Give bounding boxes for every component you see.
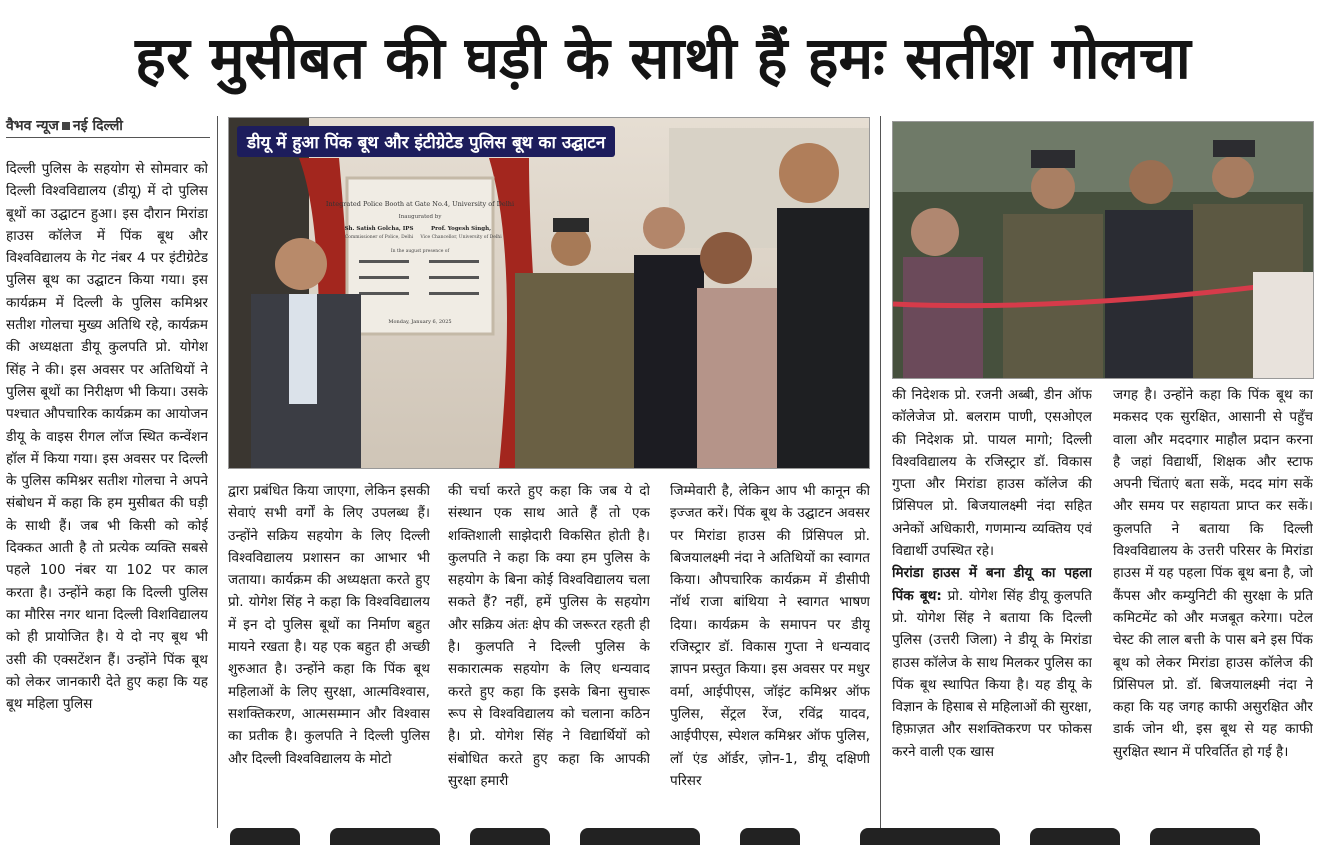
column-5-subhead: मिरांडा हाउस में बना डीयू का पहला पिंक बूथ: <box>892 565 1092 604</box>
article-column-4 <box>670 480 870 826</box>
byline <box>6 116 123 135</box>
article-column-3 <box>448 480 650 826</box>
plaque-presence: In the august presence of <box>390 249 450 254</box>
photo-ribbon-cutting <box>892 121 1314 379</box>
plaque-date: Monday, January 6, 2025 <box>388 319 452 325</box>
column-6-text: जगह है। उन्होंने कहा कि पिंक बूथ का मकसद एक सुरक्षित, आसानी से पहुँच वाला और मददगार माहौल प्रदान करना है जहां विद्यार्थी, शिक्षक और स्टाफ अपनी चिंताएं बता सकें, मदद मांग सकें और समय पर सहायता प्राप्त कर सकें। कुलपति ने बताया कि दिल्ली विश्वविद्यालय के उत्तरी परिसर के मिरांडा हाउस में यह पहला पिंक बूथ बना है, जो कैंपस और कम्युनिटी की सुरक्षा के प्रति कमिटमेंट को और मजबूत करेगा। पटेल चेस्ट की लाल बत्ती के पास बने इस पिंक बूथ को लेकर मिरांडा हाउस कॉलेज की प्रिंसिपल प्रो. डॉ. बिजयालक्ष्मी नंदा ने कहा कि यह जगह काफी असुरक्षित और डार्क जोन थी, इस बूथ से यह काफी सुरक्षित स्थान में परिवर्तित हो गई है। <box>1113 387 1313 760</box>
byline-city: नई दिल्ली <box>72 118 123 134</box>
byline-divider <box>6 137 210 138</box>
column-3-text: की चर्चा करते हुए कहा कि जब ये दो संस्थान एक साथ आते हैं तो एक शक्तिशाली साझेदारी विकसित होती है। कुलपति ने कहा कि क्या हम पुलिस के सहयोग के बिना कोई विश्वविद्यालय चला सकते हैं? नहीं, हमें पुलिस के सहयोग और सक्रिय अंतः क्षेप की जरूरत रहती ही है। कुलपति ने दिल्ली पुलिस के सकारात्मक सहयोग के लिए धन्यवाद करते हुए कहा कि इसके बिना सुचारू रूप से विश्वविद्यालय को चलाना कठिन है। प्रो. योगेश सिंह ने विद्यार्थियों को संबोधित करते हुए कहा कि आपकी सुरक्षा हमारी <box>448 483 650 789</box>
column-4-text: जिम्मेवारी है, लेकिन आप भी कानून की इज्जत करें। पिंक बूथ के उद्घाटन अवसर पर मिरांडा हाउस की प्रिंसिपल प्रो. बिजयालक्ष्मी नंदा ने अतिथियों का स्वागत किया। औपचारिक कार्यक्रम में डीसीपी नॉर्थ राजा बांथिया ने स्वागत भाषण दिया। कार्यक्रम के समापन पर डीयू रजिस्ट्रार डॉ. विकास गुप्ता ने धन्यवाद ज्ञापन प्रस्तुत किया। इस अवसर पर मधुर वर्मा, आईपीएस, जॉइंट कमिश्नर ऑफ पुलिस, सेंट्रल रेंज, रविंद्र यादव, आईपीएस, स्पेशल कमिश्नर ऑफ पुलिस, लॉ एंड ऑर्डर, ज़ोन-1, डीयू दक्षिणी परिसर <box>670 483 870 789</box>
article-column-5 <box>892 384 1092 826</box>
next-headline-fragment <box>0 828 1326 845</box>
plaque-title: Integrated Police Booth at Gate No.4, University of Delhi <box>325 200 515 208</box>
plaque-left-sub: Commissioner of Police, Delhi <box>344 235 414 240</box>
column-5-intro: की निदेशक प्रो. रजनी अब्बी, डीन ऑफ कॉलेजेज प्रो. बलराम पाणी, एसओएल की निदेशक प्रो. पायल मागो; दिल्ली विश्वविद्यालय के रजिस्ट्रार डॉ. विकास गुप्ता और मिरांडा हाउस कॉलेज की प्रिंसिपल प्रो. बिजयालक्ष्मी नंदा सहित अनेकों अधिकारी, गणमान्य व्यक्तिय एवं विद्यार्थी उपस्थित रहे। <box>892 387 1092 560</box>
column-2-text: द्वारा प्रबंधित किया जाएगा, लेकिन इसकी सेवाएं सभी वर्गों के लिए उपलब्ध हैं। उन्होंने सक्रिय सहयोग के लिए दिल्ली विश्वविद्यालय प्रशासन का आभार भी जताया। कार्यक्रम की अध्यक्षता करते हुए प्रो. योगेश सिंह ने कहा कि विश्वविद्यालय में इन दो पुलिस बूथों का निर्माण बहुत मायने रखता है। यह एक बहुत ही अच्छी शुरुआत है। उन्होंने कहा कि पिंक बूथ महिलाओं के लिए सुरक्षा, आत्मविश्वास, सशक्तिकरण, आत्मसम्मान और विश्वास का प्रतीक है। कुलपति ने दिल्ली पुलिस और दिल्ली विश्वविद्यालय के मोटो <box>228 483 430 767</box>
article-column-1 <box>6 158 208 826</box>
plaque-right-name: Prof. Yogesh Singh, <box>431 226 491 232</box>
photo-inauguration-image <box>229 118 869 468</box>
photo-inauguration <box>228 117 870 469</box>
plaque-inaugurated: Inaugurated by <box>398 214 442 220</box>
plaque-right-sub: Vice Chancellor, University of Delhi <box>420 235 502 240</box>
byline-source: वैभव न्यूज <box>6 118 59 134</box>
headline: हर मुसीबत की घड़ी के साथी हैं हमः सतीश गोलचा <box>135 24 1191 92</box>
photo-ribbon-cutting-image <box>893 122 1313 378</box>
article-column-6 <box>1113 384 1313 826</box>
square-bullet-icon <box>62 122 70 130</box>
column-divider <box>880 116 881 828</box>
column-1-text: दिल्ली पुलिस के सहयोग से सोमवार को दिल्ली विश्वविद्यालय (डीयू) में दो पुलिस बूथों का उद्घाटन हुआ। इस दौरान मिरांडा हाउस कॉलेज में पिंक बूथ और विश्वविद्यालय के गेट नंबर 4 पर इंटीग्रेटेड पुलिस बूथ का उद्घाटन किया गया। इस कार्यक्रम में दिल्ली के पुलिस कमिश्नर सतीश गोलचा मुख्य अतिथि रहे, कार्यक्रम की अध्यक्षता डीयू कुलपति प्रो. योगेश सिंह ने की। इस अवसर पर अतिथियों ने पुलिस बूथों का निरीक्षण भी किया। उसके पश्चात औपचारिक कार्यक्रम का आयोजन डीयू के वाइस रीगल लॉज स्थित कन्वेंशन हॉल में किया गया। इस अवसर पर दिल्ली के पुलिस कमिश्नर सतीश गोलचा ने अपने संबोधन में कहा कि हम मुसीबत की घड़ी के साथी हैं। जब भी किसी को कोई दिक्कत आती है तो प्रत्येक व्यक्ति सबसे पहले 100 नंबर या 102 पर काल करता है। उन्होंने कहा कि दिल्ली पुलिस का मौरिस नगर थाना दिल्ली विशविद्यालय को ही प्रायोजित है। ये दो नए बूथ भी उसी की एक्सटेंशन हैं। उन्होंने पिंक बूथ को लेकर जानकारी देते हुए कहा कि यह बूथ महिला पुलिस <box>6 161 208 713</box>
photo-caption: डीयू में हुआ पिंक बूथ और इंटीग्रेटेड पुलिस बूथ का उद्घाटन <box>237 126 615 157</box>
column-divider <box>217 116 218 828</box>
article-column-2 <box>228 480 430 826</box>
plaque-left-name: Sh. Satish Golcha, IPS <box>344 226 414 232</box>
column-5-body: प्रो. योगेश सिंह डीयू कुलपति प्रो. योगेश सिंह ने बताया कि दिल्ली पुलिस (उत्तरी जिला) ने डीयू के मिरांडा हाउस कॉलेज के साथ मिलकर पुलिस का पिंक बूथ स्थापित किया है। यह डीयू के विज्ञान के हिसाब से महिलाओं की सुरक्षा, हिफ़ाज़त और सशक्तिकरण पर फोकस करने वाली एक खास <box>892 587 1092 760</box>
